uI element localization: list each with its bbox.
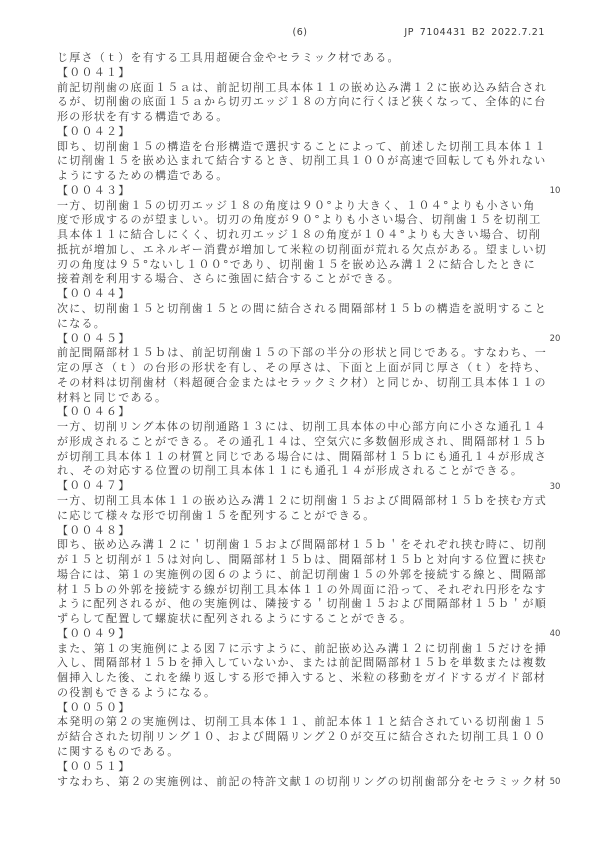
- text-line: に切削歯１５を嵌め込まれて結合するとき、切削工具１００が高速で回転しても外れない: [57, 154, 547, 168]
- text-line: 一方、切削歯１５の切刃エッジ１８の角度は９０°より大きく、１０４°よりも小さい角: [57, 198, 536, 212]
- text-line: また、第１の実施例による図７に示すように、前記嵌め込み溝１２に切削歯１５だけを挿: [57, 641, 547, 655]
- paragraph-marker: 【００４６】: [57, 405, 131, 419]
- text-line: 即ち、嵌め込み溝１２に＇切削歯１５および間隔部材１５ｂ＇をそれぞれ挟む時に、切削: [57, 538, 547, 552]
- paragraph-marker: 【００４９】: [57, 626, 131, 640]
- text-line: 前記間隔部材１５ｂは、前記切削歯１５の下部の半分の形状と同じである。すなわち、一: [57, 346, 547, 360]
- text-line: 材料と同じである。: [57, 390, 168, 404]
- text-line: 即ち、切削歯１５の構造を台形構造で選択することによって、前述した切削工具本体１１: [57, 139, 547, 153]
- paragraph-marker: 【００５１】: [57, 759, 131, 773]
- text-line: になる。: [57, 316, 106, 330]
- text-line: 定の厚さ（ｔ）の台形の形状を有し、その厚さは、下面と上面が同じ厚さ（ｔ）を持ち、: [57, 361, 547, 375]
- text-line: 入し、間隔部材１５ｂを挿入していないか、または前記間隔部材１５ｂを単数または複数: [57, 656, 547, 670]
- paragraph-marker: 【００４４】: [57, 287, 131, 301]
- line-number-marker: 10: [549, 186, 561, 196]
- text-line: ずらして配置して螺旋状に配列されるようにすることができる。: [57, 612, 413, 626]
- text-line: その材料は切削歯材（料超硬合金またはセラックミク材）と同じか、切削工具本体１１の: [57, 375, 547, 389]
- page-header: [0, 27, 600, 41]
- text-line: ようにするための構造である。: [57, 169, 229, 183]
- line-number-marker: 30: [549, 481, 561, 492]
- publication-reference: JP 7104431 B2 2022.7.21: [404, 27, 545, 38]
- paragraph-marker: 【００４３】: [57, 183, 131, 197]
- page-number: (6): [292, 27, 308, 38]
- text-line: ように配列されるが、他の実施例は、隣接する＇切削歯１５および間隔部材１５ｂ＇が順: [57, 597, 547, 611]
- paragraph-marker: 【００４８】: [57, 523, 131, 537]
- line-number-marker: 50: [549, 776, 561, 787]
- line-number-marker: 40: [549, 629, 561, 639]
- text-line: 個挿入した後、これを繰り返しする形で挿入すると、米粒の移動をガイドするガイド部材: [57, 671, 547, 685]
- text-line: が１５と切削が１５は対向し、間隔部材１５ｂは、間隔部材１５ｂと対向する位置に挟む: [57, 553, 547, 567]
- text-line: 本発明の第２の実施例は、切削工具本体１１、前記本体１１と結合されている切削歯１５: [57, 715, 547, 729]
- paragraph-marker: 【００５０】: [57, 700, 131, 714]
- paragraph-marker: 【００４１】: [57, 65, 131, 79]
- text-line: に応じて様々な形で切削歯１５を配列することができる。: [57, 508, 376, 522]
- text-line: すなわち、第２の実施例は、前記の特許文献１の切削リングの切削歯部分をセラミック材: [57, 774, 547, 788]
- text-line: 抵抗が増加し、エネルギー消費が増加して米粒の切削面が荒れる欠点がある。望ましい切: [57, 242, 547, 256]
- document-body: [57, 51, 549, 789]
- text-line: 一方、切削リング本体の切削通路１３には、切削工具本体の中心部方向に小さな通孔１４: [57, 420, 547, 434]
- text-line: じ厚さ（ｔ）を有する工具用超硬合金やセラミック材である。: [57, 51, 400, 64]
- text-line: 形の形状を有する構造である。: [57, 110, 229, 124]
- text-line: が結合された切削リング１０、および間隔リング２０が交互に結合された切削工具１００: [57, 730, 547, 744]
- text-line: 度で形成するのが望ましい。切刃の角度が９０°よりも小さい場合、切削歯１５を切削工: [57, 213, 542, 227]
- text-line: れ、その対応する位置の切削工具本体１１にも通孔１４が形成されることができる。: [57, 464, 524, 478]
- text-line: 材１５ｂの外郭を接続する線が切削工具本体１１の外周面に沿って、それぞれ円形をなす: [57, 582, 547, 596]
- paragraph-marker: 【００４７】: [57, 479, 131, 493]
- text-line: るが、切削歯の底面１５ａから切刃エッジ１８の方向に行くほど狭くなって、全体的に台: [57, 95, 547, 109]
- text-line: 刃の角度は９５°ないし１００°であり、切削歯１５を嵌め込み溝１２に結合したときに: [57, 257, 536, 271]
- text-line: 具本体１１に結合しにくく、切れ刃エッジ１８の角度が１０４°よりも大きい場合、切削: [57, 228, 542, 242]
- text-line: 一方、切削工具本体１１の嵌め込み溝１２に切削歯１５および間隔部材１５ｂを挟む方式: [57, 493, 547, 507]
- text-line: が形成されることができる。その通孔１４は、空気穴に多数個形成され、間隔部材１５ｂ: [57, 434, 548, 448]
- text-line: が切削工具本体１１の材質と同じである場合には、間隔部材１５ｂにも通孔１４が形成さ: [57, 449, 547, 463]
- paragraph-marker: 【００４２】: [57, 124, 131, 138]
- text-line: 場合には、第１の実施例の図６のように、前記切削歯１５の外郭を接続する線と、間隔部: [57, 567, 547, 581]
- line-number-marker: 20: [549, 333, 561, 344]
- text-line: に関するものである。: [57, 744, 180, 758]
- text-line: 次に、切削歯１５と切削歯１５との間に結合される間隔部材１５ｂの構造を説明すること: [57, 302, 547, 316]
- text-line: 前記切削歯の底面１５ａは、前記切削工具本体１１の嵌め込み溝１２に嵌め込み結合され: [57, 80, 547, 94]
- paragraph-marker: 【００４５】: [57, 331, 131, 345]
- text-line: 接着剤を利用する場合、さらに強固に結合することができる。: [57, 272, 400, 286]
- text-line: の役割もできるようになる。: [57, 685, 217, 699]
